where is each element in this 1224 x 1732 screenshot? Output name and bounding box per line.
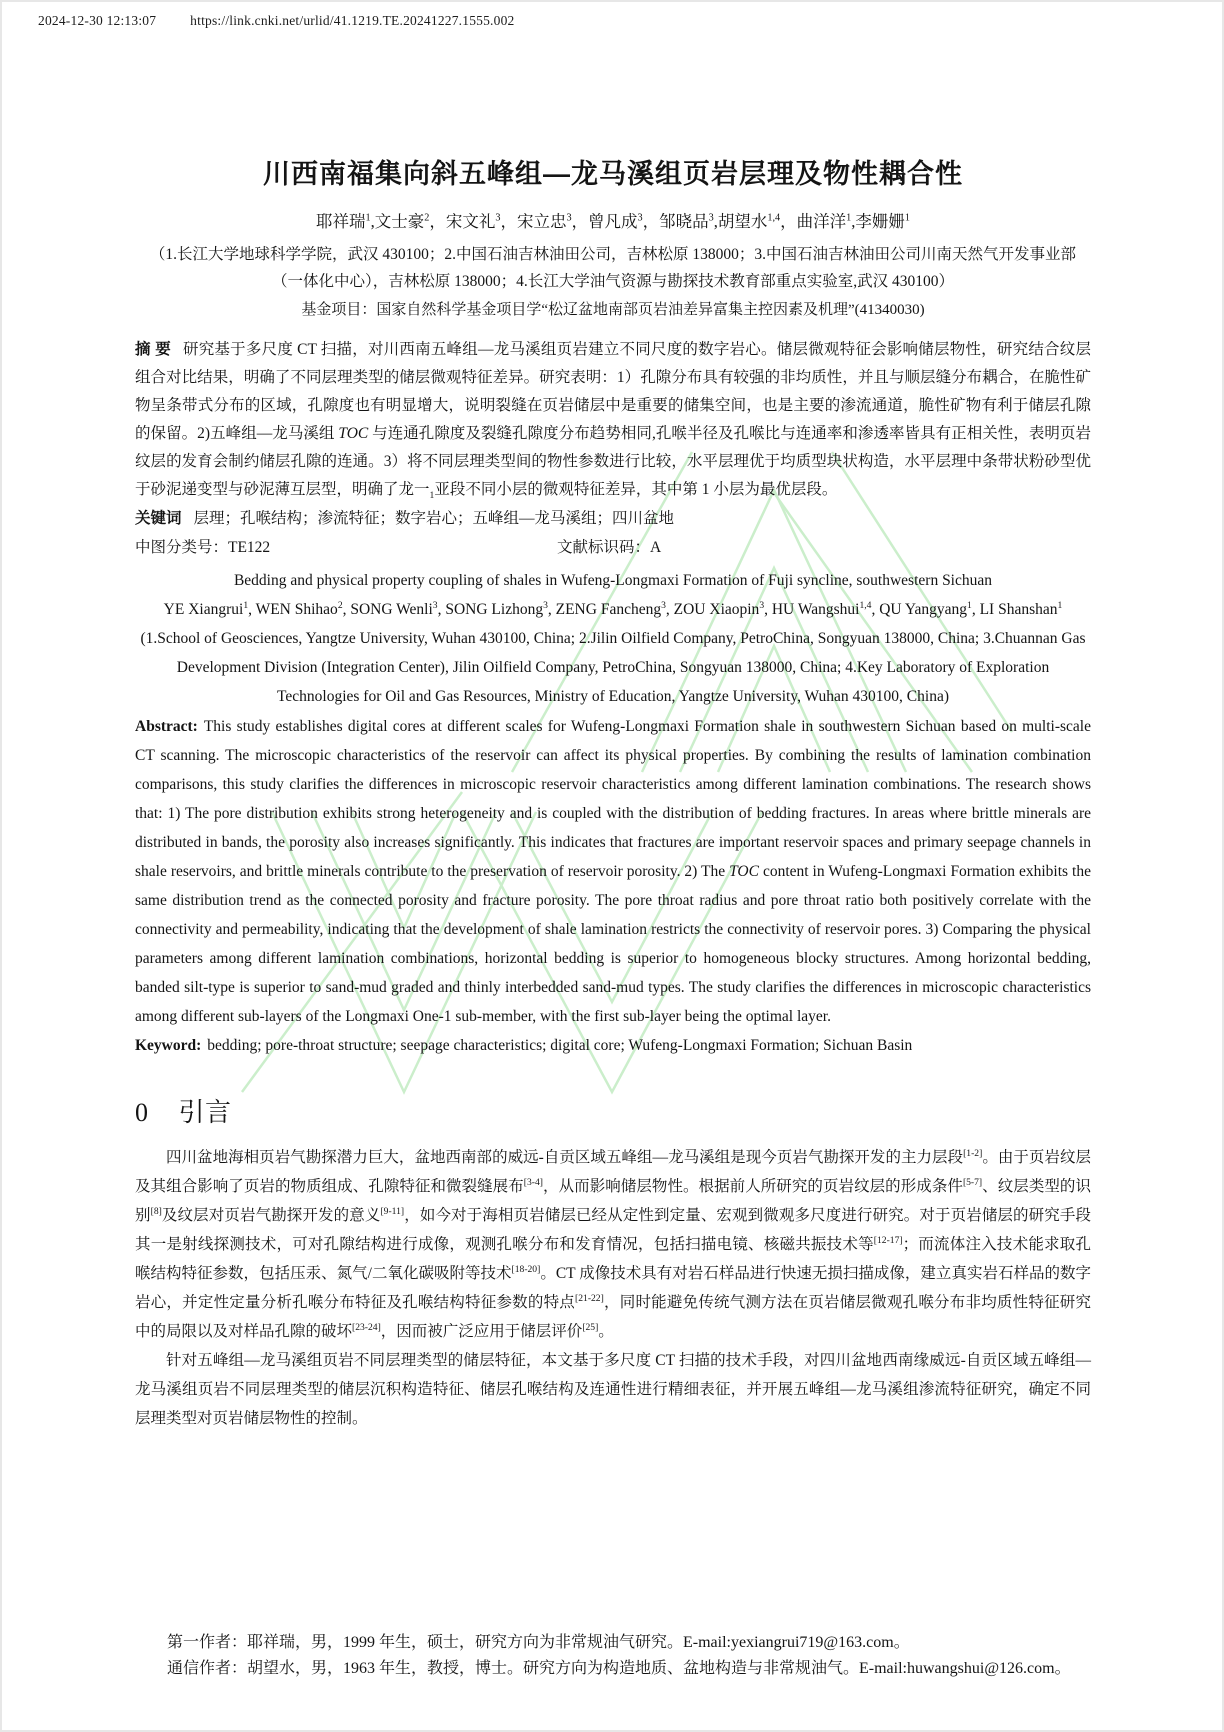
paper-title-en: Bedding and physical property coupling of shales in Wufeng-Longmaxi Formation of Fuji syncline, southwestern Sichuan — [233, 572, 993, 589]
abstract-cn — [135, 336, 1091, 504]
keywords-label-cn: 关键词 — [135, 510, 182, 527]
paper-title-cn: 川西南福集向斜五峰组—龙马溪组页岩层理及物性耦合性 — [263, 159, 963, 189]
keywords-cn — [135, 504, 1091, 533]
keywords-en — [135, 1031, 1091, 1060]
abstract-text-cn: 研究基于多尺度 CT 扫描，对川西南五峰组—龙马溪组页岩建立不同尺度的数字岩心。储层微观特征会影响储层物性，研究结合纹层组合对比结果，明确了不同层理类型的储层微观特征差异。研究表明：1）孔隙分布具有较强的非均质性，并且与顺层缝分布耦合，在脆性矿物呈条带式分布的区域，孔隙度也有明显增大，说明裂缝在页岩储层中是重要的储集空间，也是主要的渗流通道，脆性矿物有利于储层孔隙的保留。2)五峰组—龙马溪组 TOC 与连通孔隙度及裂缝孔隙度分布趋势相同,孔喉半径及孔喉比与连通率和渗透率皆具有正相关性，表明页岩纹层的发育会制约储层孔隙的连通。3）将不同层理类型间的物性参数进行比较，水平层理优于均质型块状构造，水平层理中条带状粉砂型优于砂泥递变型与砂泥薄互层型，明确了龙一$_1$亚段不同小层的微观特征差异，其中第 1 小层为最优层段。 — [135, 341, 1092, 502]
capture-timestamp: 2024-12-30 12:13:07 — [38, 13, 157, 28]
paper-body — [135, 2, 1091, 1433]
affiliations-en: (1.School of Geosciences, Yangtze University, Wuhan 430100, China; 2.Jilin Oilfield Company, PetroChina, Songyuan 138000, China; 3.Chuannan Gas Development Division (Integration Center), Jilin Oilfield Company, PetroChina, Songyuan 138000, China; 4.Key Laboratory of Exploration Technologies for Oil and Gas Resources, Ministry of Education, Yangtze University, Wuhan 430100, China) — [140, 630, 1086, 705]
clc-line — [135, 533, 1091, 562]
authors-line-cn: 耶祥瑞$^1$,文士豪$^2$，宋文礼$^3$，宋立忠$^3$，曾凡成$^3$，邹晓品$^3$,胡望水$^{1,4}$，曲洋洋$^1$,李姗姗$^1$ — [315, 212, 911, 231]
intro-paragraph-2: 针对五峰组—龙马溪组页岩不同层理类型的储层特征，本文基于多尺度 CT 扫描的技术手段，对四川盆地西南缘威远-自贡区域五峰组—龙马溪组页岩不同层理类型的储层沉积构造特征、储层孔喉结构及连通性进行精细表征，并开展五峰组—龙马溪组渗流特征研究，确定不同层理类型对页岩储层物性的控制。 — [135, 1352, 1091, 1427]
keywords-text-en: bedding; pore-throat structure; seepage characteristics; digital core; Wufeng-Longmaxi Formation; Sichuan Basin — [207, 1037, 913, 1054]
abstract-text-en: This study establishes digital cores at different scales for Wufeng-Longmaxi Formation shale in southwestern Sichuan based on multi-scale CT scanning. The microscopic characteristics of the reservoir can affect its physical properties. By combining the results of lamination combination comparisons, this study clarifies the differences in microscopic reservoir characteristics among different lamination combinations. The research shows that: 1) The pore distribution exhibits strong heterogeneity and is coupled with the distribution of bedding fractures. In areas where brittle minerals are distributed in bands, the porosity also increases significantly. This indicates that fractures are important reservoir spaces and primary seepage channels in shale reservoirs, and brittle minerals contribute to the preservation of reservoir porosity. 2) The TOC content in Wufeng-Longmaxi Formation exhibits the same distribution trend as the connected porosity and fracture porosity. The pore throat radius and pore throat ratio both positively correlate with the connectivity and permeability, indicating that the development of shale lamination restricts the connectivity of reservoir pores. 3) Comparing the physical parameters among different lamination combinations, horizontal bedding is superior to homogeneous blocky structures. Among horizontal bedding, banded silt-type is superior to sand-mud graded and thinly interbedded sand-mud types. The study clarifies the differences in microscopic characteristics among different sub-layers of the Longmaxi One-1 sub-member, with the first sub-layer being the optimal layer. — [135, 718, 1091, 1025]
corresponding-author-note: 通信作者：胡望水，男，1963 年生，教授，博士。研究方向为构造地质、盆地构造与非常规油气。E-mail:huwangshui@126.com。 — [167, 1660, 1071, 1677]
document-code: 文献标识码：A — [557, 539, 662, 556]
keywords-text-cn: 层理；孔喉结构；渗流特征；数字岩心；五峰组—龙马溪组；四川盆地 — [193, 510, 675, 527]
source-url: https://link.cnki.net/urlid/41.1219.TE.20241227.1555.002 — [190, 13, 515, 28]
keywords-label-en: Keyword: — [135, 1037, 202, 1054]
intro-paragraph-1: 四川盆地海相页岩气勘探潜力巨大，盆地西南部的威远-自贡区域五峰组—龙马溪组是现今页岩气勘探开发的主力层段[1-2]。由于页岩纹层及其组合影响了页岩的物质组成、孔隙特征和微裂缝展布[3-4]，从而影响储层物性。根据前人所研究的页岩纹层的形成条件[5-7]、纹层类型的识别[8]及纹层对页岩气勘探开发的意义[9-11]，如今对于海相页岩储层已经从定性到定量、宏观到微观多尺度进行研究。对于页岩储层的研究手段其一是射线探测技术，可对孔隙结构进行成像，观测孔喉分布和发育情况，包括扫描电镜、核磁共振技术等[12-17]；而流体注入技术能求取孔喉结构特征参数，包括压汞、氮气/二氧化碳吸附等技术[18-20]。CT 成像技术具有对岩石样品进行快速无损扫描成像，建立真实岩石样品的数字岩心，并定性定量分析孔喉分布特征及孔喉结构特征参数的特点[21-22]，同时能避免传统气测方法在页岩储层微观孔喉分布非均质性特征研究中的局限以及对样品孔隙的破坏[23-24]，因而被广泛应用于储层评价[25]。 — [135, 1147, 1092, 1340]
abstract-label-en: Abstract: — [135, 718, 198, 735]
section-heading-introduction — [135, 1092, 1091, 1129]
clc-number: 中图分类号：TE122 — [135, 539, 271, 556]
affiliations-cn: （1.长江大学地球科学学院，武汉 430100；2.中国石油吉林油田公司，吉林松原 138000；3.中国石油吉林油田公司川南天然气开发事业部（一体化中心），吉林松原 138000；4.长江大学油气资源与勘探技术教育部重点实验室,武汉 430100） — [149, 246, 1077, 290]
section-number: 0 — [135, 1098, 149, 1127]
first-author-note: 第一作者：耶祥瑞，男，1999 年生，硕士，研究方向为非常规油气研究。E-mail:yexiangrui719@163.com。 — [167, 1634, 910, 1651]
author-footnotes — [135, 1630, 1091, 1682]
authors-line-en: YE Xiangrui$^1$, WEN Shihao$^2$, SONG Wenli$^3$, SONG Lizhong$^3$, ZENG Fancheng$^3$, ZOU Xiaopin$^3$, HU Wangshui$^{1,4}$, QU Yangyang$^1$, LI Shanshan$^1$ — [163, 599, 1063, 618]
funding-note: 基金项目：国家自然科学基金项目学“松辽盆地南部页岩油差异富集主控因素及机理”(41340030) — [301, 302, 925, 318]
abstract-label-cn: 摘 要 — [135, 341, 171, 358]
abstract-en — [135, 712, 1091, 1031]
section-title: 引言 — [178, 1098, 232, 1127]
